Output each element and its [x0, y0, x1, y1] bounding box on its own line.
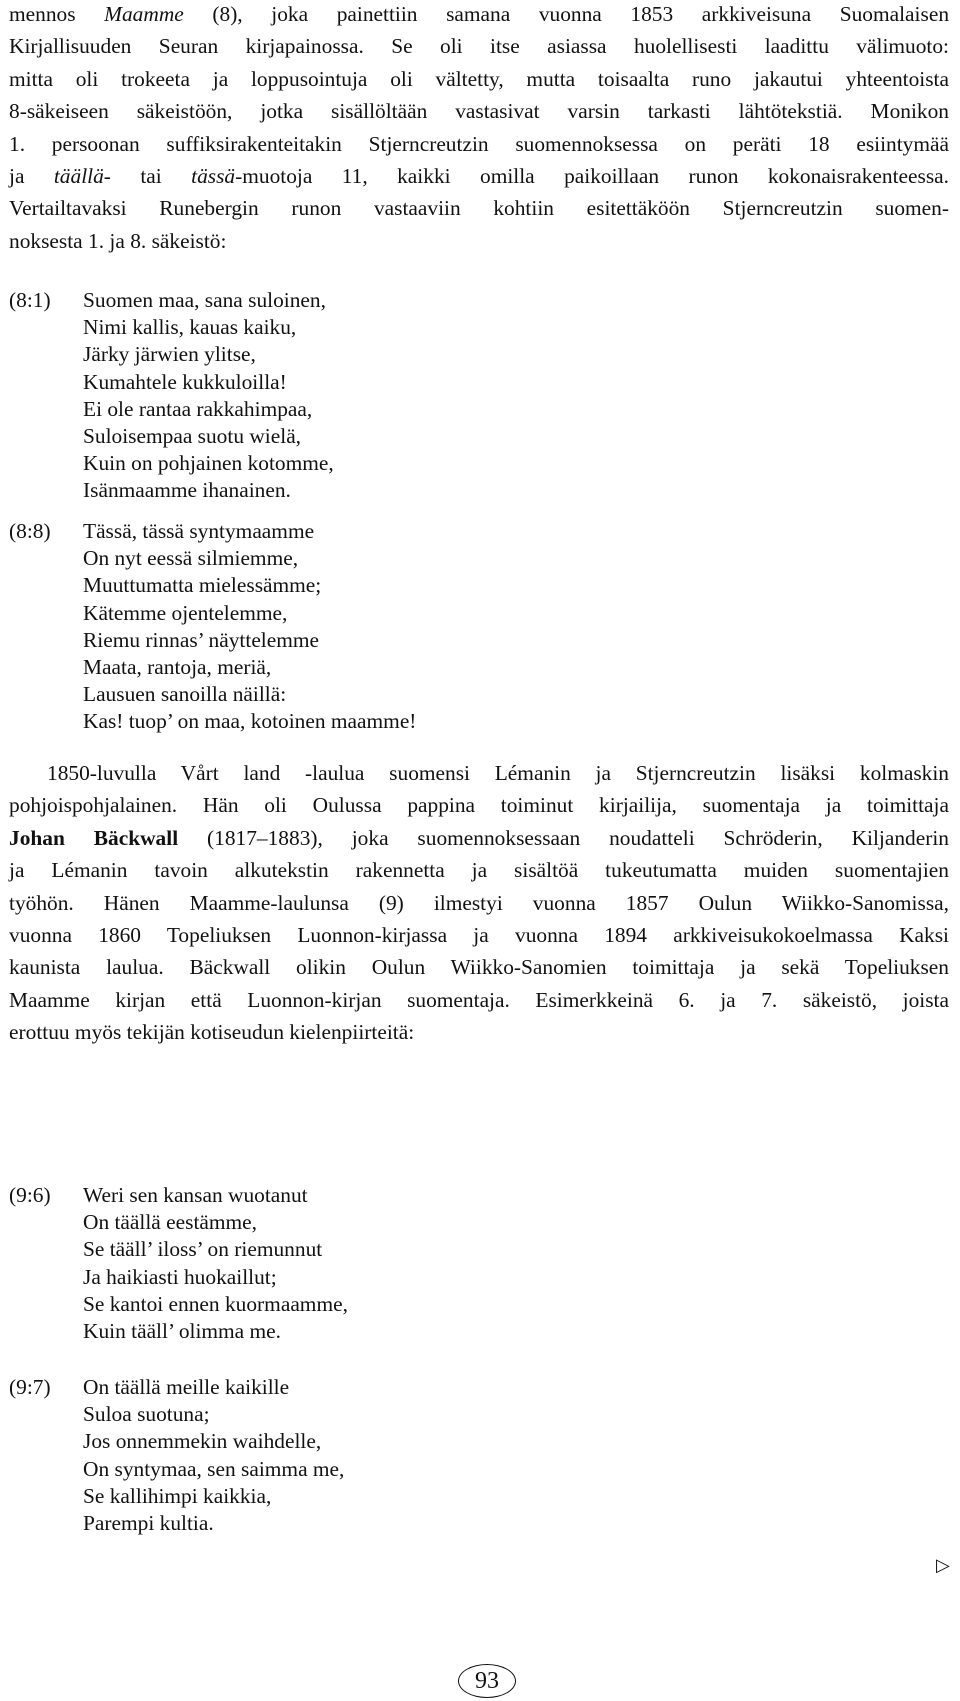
- stanza-lines: [83, 287, 334, 505]
- text-segment: Maamme kirjan että Luonnon-kirjan suomentaja. Esimerkkeinä 6. ja 7. säkeistö, joista: [9, 987, 949, 1012]
- poem-line: Parempi kultia.: [83, 1511, 214, 1536]
- poem-line: Se tääll’ iloss’ on riemunnut: [83, 1237, 323, 1262]
- paragraph-1: [9, 0, 949, 257]
- text-segment: ja: [9, 164, 54, 189]
- poem-line: Riemu rinnas’ näyttelemme: [83, 627, 320, 652]
- stanza-lines: [83, 1374, 344, 1537]
- text-line: [9, 0, 949, 30]
- poem-line: Kuin tääll’ olimma me.: [83, 1319, 282, 1344]
- poem-line: Se kantoi ennen kuormaamme,: [83, 1291, 348, 1316]
- text-line: [9, 192, 949, 224]
- text-line: [9, 757, 949, 789]
- text-line: [9, 822, 949, 854]
- poem-line: Kumahtele kukkuloilla!: [83, 369, 287, 394]
- text-segment: Kirjallisuuden Seuran kirjapainossa. Se oli itse asiassa huolellisesti laadittu välimuoto:: [9, 34, 949, 59]
- stanza-number: (8:8): [9, 519, 51, 543]
- poem-line: On nyt eessä silmiemme,: [83, 546, 299, 571]
- text-line: [9, 95, 949, 127]
- text-segment: 8-säkeiseen säkeistöön, jotka sisällöltään vastasivat varsin tarkasti lähtötekstiä. Monikon: [9, 99, 949, 124]
- text-segment: Vertailtavaksi Runebergin runon vastaaviin kohtiin esitettäköön Stjerncreutzin suomen-: [9, 196, 949, 221]
- text-segment: noksesta 1. ja 8. säkeistö:: [9, 228, 227, 253]
- stanza-lines: [83, 518, 416, 736]
- poem-line: Maata, rantoja, meriä,: [83, 655, 272, 680]
- text-line: [9, 887, 949, 919]
- poem-line: On täällä meille kaikille: [83, 1375, 290, 1399]
- text-line: [9, 128, 949, 160]
- poem-line: Jos onnemmekin waihdelle,: [83, 1429, 322, 1454]
- page-number: 93: [458, 1664, 516, 1698]
- poem-line: Nimi kallis, kauas kaiku,: [83, 315, 297, 340]
- text-line: [9, 789, 949, 821]
- poem-line: On syntymaa, sen saimma me,: [83, 1456, 345, 1481]
- text-line: [9, 951, 949, 983]
- poem-stanza-9-7: [9, 1374, 344, 1537]
- stanza-number: (9:7): [9, 1375, 51, 1399]
- poem-line: Kätemme ojentelemme,: [83, 600, 288, 625]
- poem-line: Lausuen sanoilla näillä:: [83, 682, 287, 707]
- text-segment: 1850-luvulla Vårt land -laulua suomensi Lémanin ja Stjerncreutzin lisäksi kolmaskin: [47, 761, 949, 785]
- text-segment: täällä-: [53, 164, 111, 189]
- text-line: [9, 919, 949, 951]
- text-segment: vuonna 1860 Topeliuksen Luonnon-kirjassa ja vuonna 1894 arkkiveisukokoelmassa Kaksi: [9, 923, 949, 948]
- text-line: [9, 160, 949, 192]
- poem-line: Suloa suotuna;: [83, 1402, 210, 1427]
- poem-line: Ja haikiasti huokaillut;: [83, 1264, 277, 1289]
- text-segment: mitta oli trokeeta ja loppusointuja oli vältetty, mutta toisaalta runo jakautui yhteentoista: [9, 66, 949, 91]
- stanza-number: (9:6): [9, 1183, 51, 1207]
- text-line: [9, 63, 949, 95]
- text-segment: 1. persoonan suffiksirakenteitakin Stjerncreutzin suomennoksessa on peräti 18 esiintymää: [9, 131, 949, 156]
- stanza-number: (8:1): [9, 288, 51, 312]
- text-line: [9, 854, 949, 886]
- poem-line: Järky järwien ylitse,: [83, 342, 256, 367]
- text-segment: -muotoja 11, kaikki omilla paikoillaan runon kokonaisrakenteessa.: [235, 164, 949, 189]
- poem-stanza-9-6: [9, 1182, 348, 1345]
- text-segment: Johan Bäckwall: [9, 825, 179, 850]
- poem-line: Suomen maa, sana suloinen,: [83, 288, 326, 312]
- text-segment: (1817–1883), joka suomennoksessaan noudatteli Schröderin, Kiljanderin: [178, 825, 949, 850]
- text-segment: ja Lémanin tavoin alkutekstin rakennetta ja sisältöä tukeutumatta muiden suomentajien: [9, 858, 949, 883]
- text-segment: työhön. Hänen Maamme-laulunsa (9) ilmestyi vuonna 1857 Oulun Wiikko-Sanomissa,: [9, 890, 949, 915]
- poem-line: Suloisempaa suotu wielä,: [83, 424, 302, 449]
- poem-line: Isänmaamme ihanainen.: [83, 478, 291, 503]
- text-line: [9, 225, 949, 257]
- text-segment: pohjoispohjalainen. Hän oli Oulussa pappina toiminut kirjailija, suomentaja ja toimittaja: [9, 793, 949, 818]
- text-line: [9, 1016, 949, 1048]
- text-segment: (8), joka painettiin samana vuonna 1853 arkkiveisuna Suomalaisen: [183, 2, 950, 26]
- text-line: [9, 984, 949, 1016]
- text-line: [9, 30, 949, 62]
- text-segment: tai: [110, 164, 192, 189]
- text-segment: Maamme: [104, 2, 184, 26]
- poem-line: Ei ole rantaa rakkahimpaa,: [83, 396, 313, 421]
- poem-line: Muuttumatta mielessämme;: [83, 573, 322, 598]
- text-segment: erottuu myös tekijän kotiseudun kielenpiirteitä:: [9, 1020, 415, 1045]
- poem-line: On täällä eestämme,: [83, 1210, 258, 1235]
- poem-line: Weri sen kansan wuotanut: [83, 1183, 308, 1207]
- paragraph-2: [9, 757, 949, 1049]
- next-page-arrow-icon: ▷: [936, 1555, 950, 1575]
- poem-line: Kas! tuop’ on maa, kotoinen maamme!: [83, 709, 417, 734]
- poem-stanza-8-8: [9, 518, 416, 736]
- poem-stanza-8-1: [9, 287, 334, 505]
- poem-line: Tässä, tässä syntymaamme: [83, 519, 315, 543]
- text-segment: kaunista laulua. Bäckwall olikin Oulun Wiikko-Sanomien toimittaja ja sekä Topeliuksen: [9, 955, 949, 980]
- poem-line: Kuin on pohjainen kotomme,: [83, 451, 334, 476]
- text-segment: mennos: [9, 2, 105, 26]
- poem-line: Se kallihimpi kaikkia,: [83, 1483, 272, 1508]
- text-segment: tässä: [191, 164, 236, 189]
- stanza-lines: [83, 1182, 348, 1345]
